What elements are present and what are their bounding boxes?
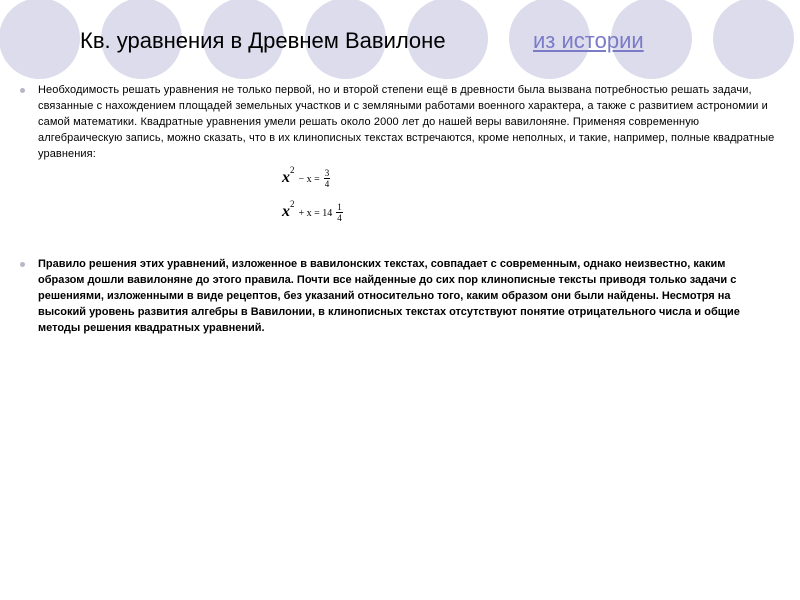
eq1-middle: − x = <box>298 174 320 186</box>
eq2-fraction <box>336 202 343 223</box>
bullet-icon <box>20 262 25 267</box>
eq2-denominator: 4 <box>337 213 342 223</box>
equation-2 <box>282 199 343 230</box>
slide-title: Кв. уравнения в Древнем Вавилоне <box>80 28 446 53</box>
eq2-numerator: 1 <box>337 202 342 212</box>
eq1-variable: x <box>282 169 290 187</box>
equation-1 <box>282 165 330 192</box>
eq2-variable: x <box>282 203 290 221</box>
eq1-numerator: 3 <box>324 168 330 178</box>
eq2-middle: + x = 14 <box>298 208 333 220</box>
eq1-denominator: 4 <box>324 179 330 189</box>
decorative-circle <box>713 0 794 79</box>
eq2-exponent: 2 <box>290 199 295 210</box>
rule-paragraph: Правило решения этих уравнений, изложенное в вавилонских текстах, совпадает с современным, однако неизвестно, каким образом дошли вавилоняне до этого правила. Почти все найденные до сих пор клинописные тексты приводя только задачи с решениями, изложенными в виде рецептов, без указаний относительно того, каким образом они были найдены. Несмотря на высокий уровень развития алгебры в Вавилонии, в клинописных текстах отсутствуют понятие отрицательного числа и общие методы решения квадратных уравнений. <box>38 258 740 334</box>
eq1-fraction <box>324 168 331 189</box>
intro-paragraph: Необходимость решать уравнения не только первой, но и второй степени ещё в древности была вызвана потребностью решать задачи, связанные с нахождением площадей земельных участков и с земляными работами военного характера, а также с развитием астрономии и самой математики. Квадратные уравнения умели решать около 2000 лет до нашей веры вавилоняне. Применяя современную алгебраическую запись, можно сказать, что в их клинописных текстах встречаются, кроме неполных, и такие, например, полные квадратные уравнения: <box>38 84 775 160</box>
eq1-exponent: 2 <box>290 165 295 176</box>
decorative-circle <box>0 0 80 79</box>
bullet-icon <box>20 88 25 93</box>
history-link[interactable]: из истории <box>533 28 644 53</box>
